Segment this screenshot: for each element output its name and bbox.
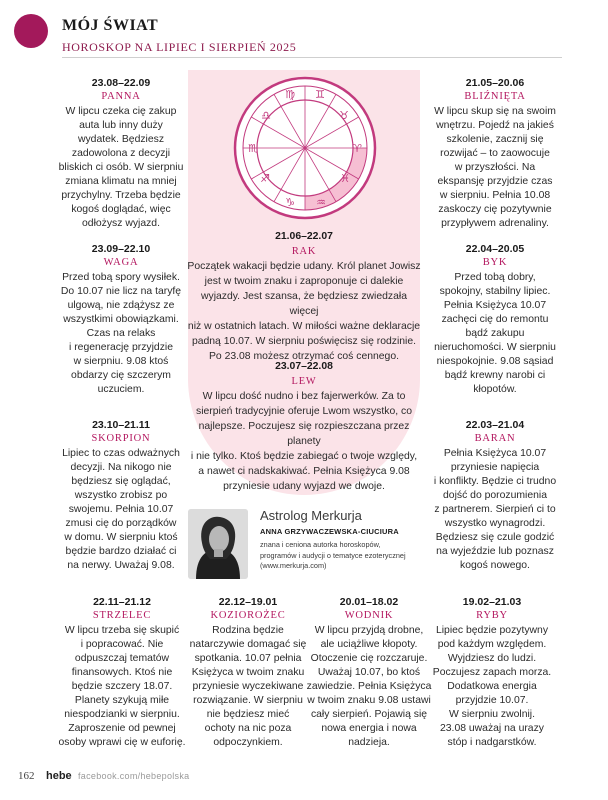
- svg-text:♓: ♓: [340, 172, 350, 185]
- sign-text: Rodzina będzie natarczywie domagać się spotkania. 10.07 pełnia Księżyca w twoim znaku przyniesie wyczekiwane rozwiązanie. W sierpniu nie będziesz mieć ochoty na nic poza odpoczynkiem.: [189, 625, 307, 748]
- svg-text:♉: ♉: [339, 109, 349, 122]
- svg-text:♍: ♍: [285, 88, 295, 101]
- astrologer-name: ANNA GRZYWACZEWSKA-CIUCIURA: [260, 527, 399, 536]
- sign-text: W lipcu czeka cię zakup auta lub inny duży wydatek. Będziesz zadowolona z decyzji bliskich ci osób. W sierpniu zmiana klimatu na mniej przychylny. Trzeba będzie kogoś doglądać, więc odłożysz wyjazd.: [58, 106, 184, 229]
- sign-date: 23.10–21.11: [92, 419, 150, 431]
- sign-text: Przed tobą spory wysiłek. Do 10.07 nie licz na taryfę ulgową, nie zdążysz ze wszystkimi obowiązkami. Czas na relaks i regenerację przyjdzie w sierpniu. 9.08 ktoś obdarzy cię szczerym uczuciem.: [60, 272, 182, 395]
- sign-name: KOZIOROŻEC: [210, 610, 286, 621]
- section-dot-icon: [14, 14, 48, 48]
- sign-bliznieta: [420, 76, 570, 231]
- sign-date: 22.12–19.01: [218, 596, 278, 608]
- sign-name: BARAN: [474, 433, 516, 444]
- svg-text:♊: ♊: [315, 88, 325, 101]
- sign-strzelec: [52, 595, 192, 750]
- sign-date: 21.05–20.06: [465, 77, 525, 89]
- sign-name: SKORPION: [91, 433, 151, 444]
- sign-text: Lipiec to czas odważnych decyzji. Na nikogo nie będziesz się oglądać, wszystko zrobisz po swojemu. Pełnia 10.07 zmusi cię do porządków w domu. W sierpniu ktoś będzie bardzo działać ci na nerwy. Uważaj 9.08.: [62, 448, 180, 571]
- avatar: [188, 509, 248, 579]
- sign-lew: [186, 359, 422, 494]
- page-subtitle: HOROSKOP NA LIPIEC I SIERPIEŃ 2025: [62, 40, 297, 54]
- sign-name: LEW: [291, 376, 317, 387]
- sign-text: Pełnia Księżyca 10.07 przyniesie napięcia i konflikty. Będzie ci trudno dojść do porozumienia z partnerem. Sierpień ci to wszystko wynagrodzi. Będziesz się czule godzić na wyjeździe lub poznasz kogoś nowego.: [433, 448, 557, 571]
- svg-text:♒: ♒: [316, 196, 326, 209]
- section-title: MÓJ ŚWIAT: [62, 17, 159, 34]
- svg-text:♈: ♈: [352, 142, 362, 155]
- sign-name: STRZELEC: [92, 610, 152, 621]
- sign-name: WODNIK: [344, 610, 394, 621]
- facebook-link[interactable]: facebook.com/hebepolska: [78, 771, 190, 781]
- sign-text: W lipcu skup się na swoim wnętrzu. Pojedź na jakieś szkolenie, zacznij się rozwijać – to zaowocuje w przyszłości. Na ekspansję przyjdzie czas w sierpniu. Pełnia 10.08 zaskoczy cię pozytywnie przypływem adrenaliny.: [434, 106, 556, 229]
- astrologer-description: znana i ceniona autorka horoskopów, programów i audycji o tematyce ezoterycznej (www.merkurja.com): [260, 540, 406, 570]
- sign-text: Lipiec będzie pozytywny pod każdym względem. Wyjdziesz do ludzi. Poczujesz zapach morza. Dodatkowa energia przyjdzie 10.07. W sierpniu zwolnij. 23.08 uważaj na urazy stóp i nadgarstków.: [432, 625, 552, 748]
- sign-date: 23.08–22.09: [91, 77, 151, 89]
- sign-name: BYK: [482, 257, 508, 268]
- sign-rak: [186, 229, 422, 364]
- sign-text: Przed tobą dobry, spokojny, stabilny lipiec. Pełnia Księżyca 10.07 zachęci cię do remontu bądź zakupu nieruchomości. W sierpniu niespokojnie. 9.08 sąsiad bądź krewny narobi ci kłopotów.: [434, 272, 556, 395]
- sign-text: W lipcu przyjdą drobne, ale uciążliwe kłopoty. Otoczenie cię rozczaruje. Uważaj 10.07, bo ktoś zawiedzie. Pełnia Księżyca w twoim znaku 9.08 ustawi cały sierpień. Pojawią się nowa energia i nowa nadzieja.: [306, 625, 432, 748]
- svg-text:♏: ♏: [248, 142, 258, 155]
- zodiac-wheel-icon: [233, 76, 377, 220]
- sign-text: W lipcu dość nudno i bez fajerwerków. Za to sierpień tradycyjnie oferuje Lwom wszystko, co najlepsze. Poczujesz się rozpieszczana przez planety i nie tylko. Ktoś będzie zabiegać o twoje względy, a nawet ci nadskakiwać. Pełnia Księżyca 9.08 przyniesie udany wyjazd we dwoje.: [190, 391, 418, 492]
- sign-koziorozec: [186, 595, 310, 750]
- sign-name: PANNA: [101, 91, 141, 102]
- sign-date: 23.07–22.08: [275, 361, 333, 372]
- sign-date: 22.11–21.12: [93, 596, 151, 608]
- page-number: 162: [18, 770, 35, 782]
- svg-text:♑: ♑: [285, 196, 295, 209]
- sign-date: 19.02–21.03: [462, 596, 522, 608]
- sign-byk: [420, 242, 570, 397]
- sign-text: Początek wakacji będzie udany. Król planet Jowisz jest w twoim znaku i zaproponuje ci dalekie wyjazdy. Jest szansa, że będziesz zwiedzała więcej niż w ostatnich latach. W miłości ważne deklaracje padną 10.07. W sierpniu poświęcisz się rodzinie. Po 23.08 możesz otrzymać coś cennego.: [187, 261, 421, 362]
- sign-ryby: [424, 595, 560, 750]
- sign-panna: [48, 76, 194, 231]
- sign-date: 23.09–22.10: [91, 243, 151, 255]
- sign-waga: [48, 242, 194, 397]
- svg-text:♎: ♎: [261, 109, 271, 122]
- sign-date: 21.06–22.07: [275, 231, 333, 242]
- sign-name: RYBY: [476, 610, 508, 621]
- sign-date: 22.03–21.04: [465, 419, 525, 431]
- header-divider: [62, 57, 562, 58]
- sign-name: WAGA: [103, 257, 139, 268]
- sign-text: W lipcu trzeba się skupić i popracować. Nie odpuszczaj tematów finansowych. Ktoś nie będzie szczery 18.07. Planety szykują miłe niespodzianki w sierpniu. Zaproszenie od pewnej osoby wprawi cię w euforię.: [58, 625, 186, 748]
- sign-baran: [420, 418, 570, 573]
- svg-text:♐: ♐: [260, 172, 270, 185]
- sign-skorpion: [48, 418, 194, 573]
- brand-logo: hebe: [46, 770, 72, 782]
- sign-name: BLIŹNIĘTA: [464, 91, 526, 102]
- sign-wodnik: [304, 595, 434, 750]
- sign-date: 20.01–18.02: [339, 596, 399, 608]
- sign-date: 22.04–20.05: [465, 243, 525, 255]
- astrologer-title: Astrolog Merkurja: [260, 508, 362, 523]
- sign-name: RAK: [291, 246, 317, 257]
